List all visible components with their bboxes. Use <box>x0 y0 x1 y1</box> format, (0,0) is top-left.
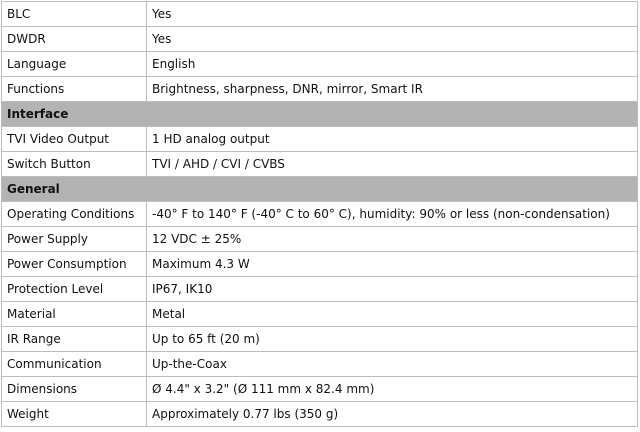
spec-value: Yes <box>147 2 638 27</box>
spec-label: Switch Button <box>2 152 147 177</box>
spec-row-material <box>2 302 638 327</box>
spec-value: Ø 4.4" x 3.2" (Ø 111 mm x 82.4 mm) <box>147 377 638 402</box>
spec-row-power-consumption <box>2 252 638 277</box>
spec-value: Maximum 4.3 W <box>147 252 638 277</box>
spec-label: Functions <box>2 77 147 102</box>
spec-value: Yes <box>147 27 638 52</box>
spec-value: TVI / AHD / CVI / CVBS <box>147 152 638 177</box>
spec-label: Communication <box>2 352 147 377</box>
spec-label: IR Range <box>2 327 147 352</box>
spec-label: DWDR <box>2 27 147 52</box>
spec-row-protection-level <box>2 277 638 302</box>
spec-row-operating-conditions <box>2 202 638 227</box>
spec-value: Up-the-Coax <box>147 352 638 377</box>
spec-row-language <box>2 52 638 77</box>
spec-label: Operating Conditions <box>2 202 147 227</box>
spec-row-ir-range <box>2 327 638 352</box>
spec-row-dwdr <box>2 27 638 52</box>
section-title: General <box>2 177 638 202</box>
spec-value: 12 VDC ± 25% <box>147 227 638 252</box>
spec-row-weight <box>2 402 638 427</box>
spec-row-dimensions <box>2 377 638 402</box>
spec-label: BLC <box>2 2 147 27</box>
spec-label: Language <box>2 52 147 77</box>
section-title: Interface <box>2 102 638 127</box>
spec-label: Dimensions <box>2 377 147 402</box>
spec-value: 1 HD analog output <box>147 127 638 152</box>
spec-value: Approximately 0.77 lbs (350 g) <box>147 402 638 427</box>
spec-value: English <box>147 52 638 77</box>
spec-label: Power Supply <box>2 227 147 252</box>
spec-label: TVI Video Output <box>2 127 147 152</box>
spec-label: Material <box>2 302 147 327</box>
spec-value: IP67, IK10 <box>147 277 638 302</box>
section-header-interface <box>2 102 638 127</box>
spec-value: Brightness, sharpness, DNR, mirror, Smart IR <box>147 77 638 102</box>
spec-value: -40° F to 140° F (-40° C to 60° C), humidity: 90% or less (non-condensation) <box>147 202 638 227</box>
spec-row-switch-button <box>2 152 638 177</box>
spec-row-power-supply <box>2 227 638 252</box>
section-header-general <box>2 177 638 202</box>
spec-row-tvi-video-output <box>2 127 638 152</box>
spec-label: Protection Level <box>2 277 147 302</box>
spec-label: Power Consumption <box>2 252 147 277</box>
spec-label: Weight <box>2 402 147 427</box>
spec-row-blc <box>2 2 638 27</box>
spec-table <box>1 1 638 427</box>
spec-value: Up to 65 ft (20 m) <box>147 327 638 352</box>
spec-row-communication <box>2 352 638 377</box>
spec-value: Metal <box>147 302 638 327</box>
spec-row-functions <box>2 77 638 102</box>
